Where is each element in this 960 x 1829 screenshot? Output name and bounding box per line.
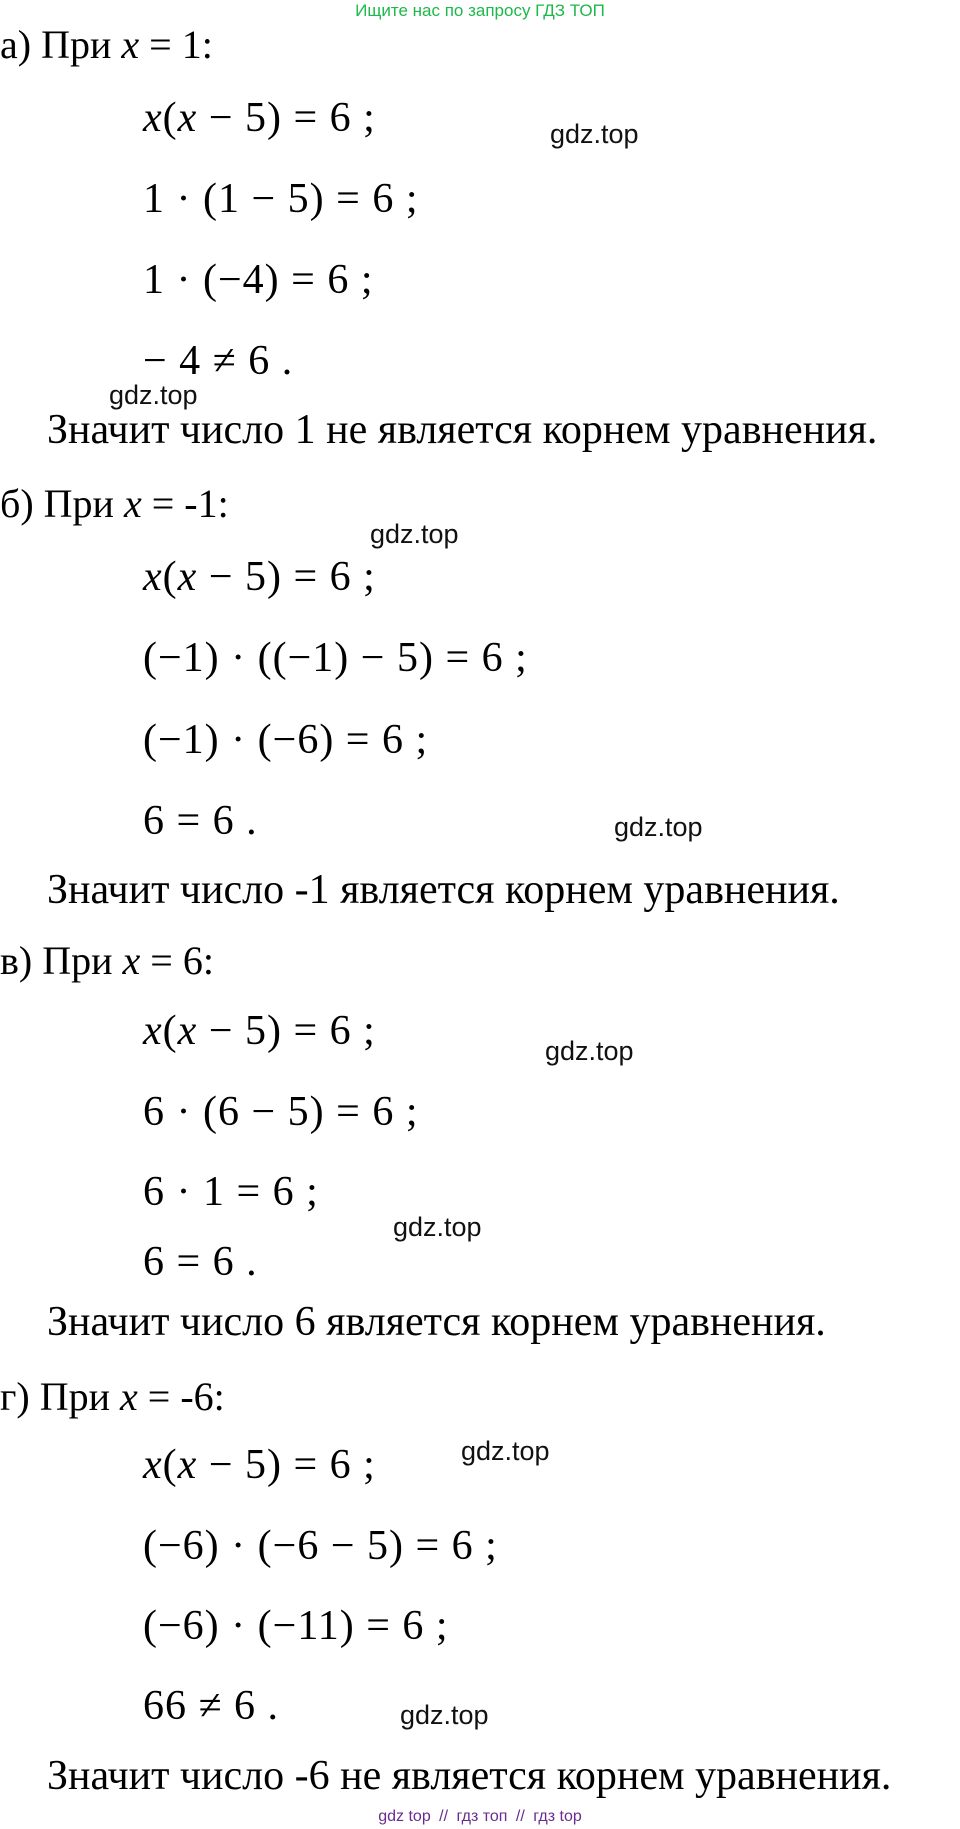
section-c-eq-1: x(x − 5) = 6 ; [143,1008,376,1054]
footer-link[interactable]: gdz top [378,1808,431,1825]
section-d-conclusion: Значит число -6 не является корнем уравнения. [47,1753,892,1799]
footer-link[interactable]: гдз top [533,1808,582,1825]
section-a-conclusion: Значит число 1 не является корнем уравнения. [47,407,878,453]
watermark: gdz.top [614,812,703,842]
watermark: gdz.top [393,1212,482,1242]
section-b-heading: б) При x = -1: [0,481,229,526]
section-d-eq-4: 66 ≠ 6 . [143,1683,280,1729]
section-c-eq-4: 6 = 6 . [143,1239,258,1285]
footer-separator: // [439,1808,449,1825]
section-b-eq-3: (−1) · (−6) = 6 ; [143,717,429,763]
search-banner: Ищите нас по запросу ГДЗ ТОП [355,1,605,20]
watermark: gdz.top [461,1436,550,1466]
section-c-eq-2: 6 · (6 − 5) = 6 ; [143,1089,419,1135]
section-b-conclusion: Значит число -1 является корнем уравнения. [47,867,840,913]
section-c-conclusion: Значит число 6 является корнем уравнения. [47,1299,826,1345]
footer-link[interactable]: гдз топ [456,1808,508,1825]
section-d-heading: г) При x = -6: [0,1374,225,1419]
section-d-eq-1: x(x − 5) = 6 ; [143,1442,376,1488]
section-d-eq-2: (−6) · (−6 − 5) = 6 ; [143,1523,498,1569]
section-a-eq-3: 1 · (−4) = 6 ; [143,257,374,303]
section-c-eq-3: 6 · 1 = 6 ; [143,1169,319,1215]
watermark: gdz.top [550,119,639,149]
section-a-eq-4: − 4 ≠ 6 . [143,338,294,384]
section-c-heading: в) При x = 6: [0,938,214,983]
section-a-heading: а) При x = 1: [0,22,213,67]
watermark: gdz.top [109,380,198,410]
watermark: gdz.top [400,1700,489,1730]
watermark: gdz.top [545,1036,634,1066]
section-b-eq-2: (−1) · ((−1) − 5) = 6 ; [143,635,528,681]
section-b-eq-1: x(x − 5) = 6 ; [143,554,376,600]
section-d-eq-3: (−6) · (−11) = 6 ; [143,1603,449,1649]
section-b-eq-4: 6 = 6 . [143,798,258,844]
watermark: gdz.top [370,519,459,549]
section-a-eq-1: x(x − 5) = 6 ; [143,95,376,141]
footer-separator: // [515,1808,525,1825]
section-a-eq-2: 1 · (1 − 5) = 6 ; [143,176,419,222]
footer-links [0,1806,960,1828]
